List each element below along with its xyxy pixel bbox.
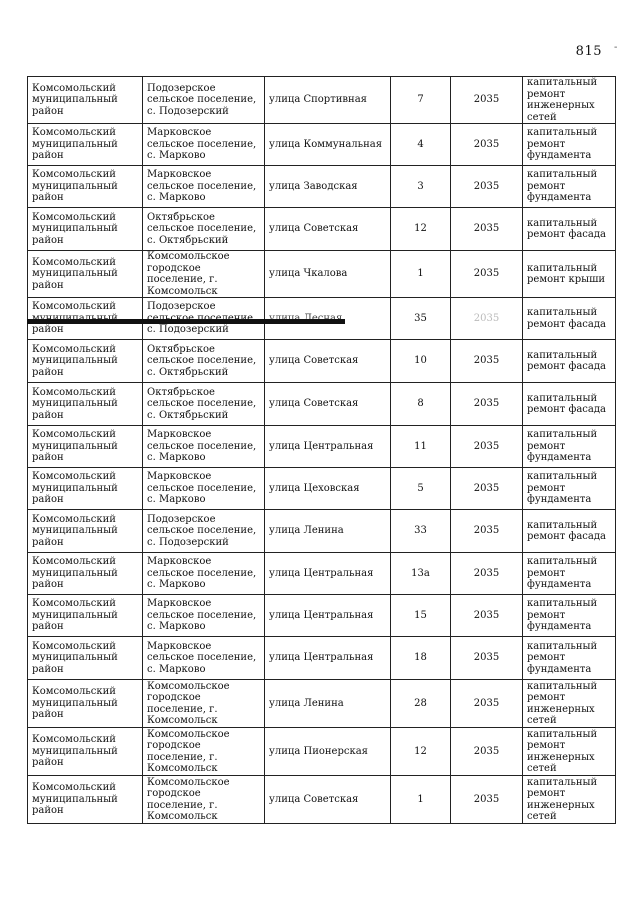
street-cell: улица Центральная: [265, 637, 391, 680]
house-number-cell: 13а: [391, 553, 451, 595]
house-number-cell: 33: [391, 510, 451, 553]
year-cell: 2035: [451, 383, 523, 426]
house-number-cell: 15: [391, 595, 451, 637]
year-cell: 2035: [451, 124, 523, 166]
house-number-cell: 12: [391, 208, 451, 251]
street-cell: улица Центральная: [265, 595, 391, 637]
table-row: [28, 510, 616, 553]
table-row: [28, 426, 616, 468]
year-cell: 2035: [451, 77, 523, 124]
street-cell: улица Заводская: [265, 166, 391, 208]
year-cell: 2035: [451, 340, 523, 383]
table-row: [28, 680, 616, 728]
table-row: [28, 251, 616, 298]
settlement-cell: Марковское сельское поселение, с. Марково: [143, 124, 265, 166]
district-cell: Комсомольский муниципальный район: [28, 251, 143, 298]
work-type-cell: капитальный ремонт фундамента: [523, 124, 616, 166]
year-cell: 2035: [451, 553, 523, 595]
table-row: [28, 124, 616, 166]
house-number-cell: 3: [391, 166, 451, 208]
district-cell: Комсомольский муниципальный район: [28, 510, 143, 553]
house-number-cell: 1: [391, 776, 451, 824]
district-cell: Комсомольский муниципальный район: [28, 166, 143, 208]
settlement-cell: Марковское сельское поселение, с. Марково: [143, 553, 265, 595]
street-cell: улица Коммунальная: [265, 124, 391, 166]
work-type-cell: капитальный ремонт фундамента: [523, 637, 616, 680]
house-number-cell: 10: [391, 340, 451, 383]
district-cell: Комсомольский район: [28, 298, 143, 340]
house-number-cell: 18: [391, 637, 451, 680]
street-cell: улица Советская: [265, 776, 391, 824]
table-row: [28, 208, 616, 251]
year-cell: 2035: [451, 166, 523, 208]
work-type-cell: капитальный ремонт фасада: [523, 298, 616, 340]
street-cell: улица Советская: [265, 383, 391, 426]
street-cell: улица Центральная: [265, 426, 391, 468]
settlement-cell: Комсомольское городское поселение, г. Комсомольск: [143, 728, 265, 776]
district-cell: Комсомольский муниципальный район: [28, 340, 143, 383]
settlement-cell: Октябрьское сельское поселение, с. Октябрьский: [143, 208, 265, 251]
settlement-cell: Комсомольское городское поселение, г. Комсомольск: [143, 251, 265, 298]
settlement-cell: Марковское сельское поселение, с. Марково: [143, 468, 265, 510]
house-number-cell: 4: [391, 124, 451, 166]
redaction-mark: [27, 319, 345, 324]
year-cell: 2035: [451, 728, 523, 776]
district-cell: Комсомольский муниципальный район: [28, 776, 143, 824]
street-cell: улица Пионерская: [265, 728, 391, 776]
year-cell: 2035: [451, 510, 523, 553]
house-number-cell: 28: [391, 680, 451, 728]
work-type-cell: капитальный ремонт фасада: [523, 383, 616, 426]
settlement-cell: Подозерское с. Подозерский: [143, 298, 265, 340]
table-row: [28, 595, 616, 637]
work-type-cell: капитальный ремонт фасада: [523, 510, 616, 553]
work-type-cell: капитальный ремонт инженерных сетей: [523, 776, 616, 824]
district-cell: Комсомольский муниципальный район: [28, 468, 143, 510]
settlement-cell: Подозерское сельское поселение, с. Подозерский: [143, 77, 265, 124]
work-type-cell: капитальный ремонт фундамента: [523, 166, 616, 208]
work-type-cell: капитальный ремонт фундамента: [523, 426, 616, 468]
street-cell: улица Цеховская: [265, 468, 391, 510]
settlement-cell: Комсомольское городское поселение, г. Комсомольск: [143, 680, 265, 728]
year-cell: 2035: [451, 426, 523, 468]
settlement-cell: Комсомольское городское поселение, г. Комсомольск: [143, 776, 265, 824]
district-cell: Комсомольский муниципальный район: [28, 595, 143, 637]
settlement-cell: Подозерское сельское поселение, с. Подозерский: [143, 510, 265, 553]
year-cell: 2035: [451, 251, 523, 298]
settlement-cell: Марковское сельское поселение, с. Марково: [143, 637, 265, 680]
table-row: [28, 340, 616, 383]
street-cell: улица Ленина: [265, 680, 391, 728]
work-type-cell: капитальный ремонт фасада: [523, 340, 616, 383]
street-cell: улица Чкалова: [265, 251, 391, 298]
house-number-cell: 11: [391, 426, 451, 468]
street-cell: улица Советская: [265, 340, 391, 383]
table-row: [28, 637, 616, 680]
table-row: [28, 383, 616, 426]
street-cell: улица Центральная: [265, 553, 391, 595]
table-row: [28, 468, 616, 510]
housing-repair-table: [27, 76, 616, 824]
district-cell: Комсомольский муниципальный район: [28, 553, 143, 595]
page-number: 815: [575, 44, 602, 59]
table-row: [28, 776, 616, 824]
settlement-cell: Марковское сельское поселение, с. Марково: [143, 426, 265, 468]
work-type-cell: капитальный ремонт фундамента: [523, 553, 616, 595]
year-cell: 2035: [451, 208, 523, 251]
house-number-cell: 7: [391, 77, 451, 124]
district-cell: Комсомольский муниципальный район: [28, 426, 143, 468]
year-cell: 2035: [451, 776, 523, 824]
work-type-cell: капитальный ремонт фундамента: [523, 468, 616, 510]
district-cell: Комсомольский муниципальный район: [28, 383, 143, 426]
table-row: [28, 728, 616, 776]
district-cell: Комсомольский муниципальный район: [28, 124, 143, 166]
table-row: [28, 166, 616, 208]
table-row: [28, 77, 616, 124]
district-cell: Комсомольский муниципальный район: [28, 208, 143, 251]
year-cell: 2035: [451, 468, 523, 510]
house-number-cell: 5: [391, 468, 451, 510]
margin-mark: -: [614, 42, 618, 53]
settlement-cell: Октябрьское сельское поселение, с. Октябрьский: [143, 383, 265, 426]
district-cell: Комсомольский муниципальный район: [28, 77, 143, 124]
table-body: [28, 77, 616, 824]
work-type-cell: капитальный ремонт фасада: [523, 208, 616, 251]
street-cell: улица Советская: [265, 208, 391, 251]
year-cell: 2035: [451, 680, 523, 728]
house-number-cell: 12: [391, 728, 451, 776]
settlement-cell: Марковское сельское поселение, с. Марково: [143, 166, 265, 208]
work-type-cell: капитальный ремонт инженерных сетей: [523, 728, 616, 776]
street-cell: улица Спортивная: [265, 77, 391, 124]
district-cell: Комсомольский муниципальный район: [28, 637, 143, 680]
street-cell: улица Ленина: [265, 510, 391, 553]
year-cell: 2035: [451, 298, 523, 340]
district-cell: Комсомольский муниципальный район: [28, 728, 143, 776]
settlement-cell: Октябрьское сельское поселение, с. Октябрьский: [143, 340, 265, 383]
work-type-cell: капитальный ремонт инженерных сетей: [523, 680, 616, 728]
work-type-cell: капитальный ремонт фундамента: [523, 595, 616, 637]
district-cell: Комсомольский муниципальный район: [28, 680, 143, 728]
year-cell: 2035: [451, 637, 523, 680]
work-type-cell: капитальный ремонт инженерных сетей: [523, 77, 616, 124]
house-number-cell: 8: [391, 383, 451, 426]
year-cell: 2035: [451, 595, 523, 637]
table-row: [28, 553, 616, 595]
house-number-cell: 1: [391, 251, 451, 298]
house-number-cell: 35: [391, 298, 451, 340]
work-type-cell: капитальный ремонт крыши: [523, 251, 616, 298]
settlement-cell: Марковское сельское поселение, с. Марково: [143, 595, 265, 637]
